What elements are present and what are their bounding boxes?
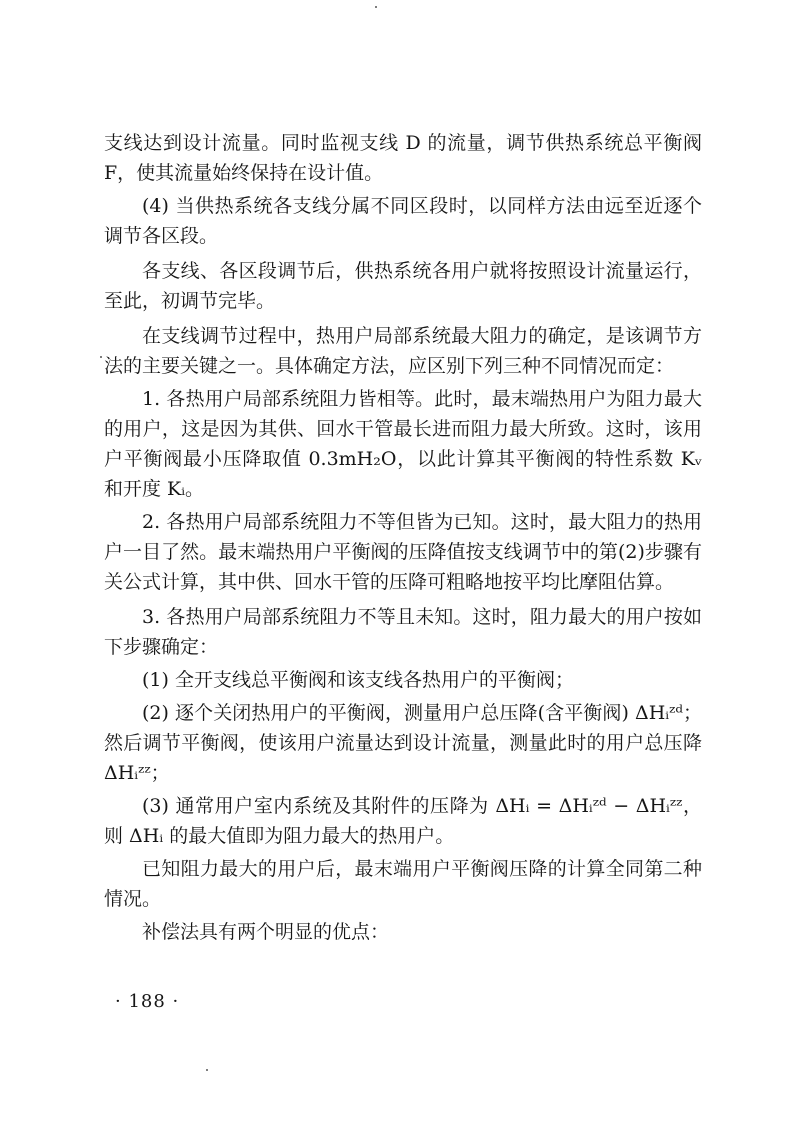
paragraph-case-3-step-1: (1) 全开支线总平衡阀和该支线各热用户的平衡阀； (142, 669, 574, 691)
paragraph-same-as-case-2: 已知阻力最大的用户后，最末端用户平衡阀压降的计算全同第二种情况。 (104, 858, 702, 910)
scan-speck-bottom (206, 1069, 208, 1071)
paragraph-case-3-step-2: (2) 逐个关闭热用户的平衡阀，测量用户总压降(含平衡阀) ΔHᵢᶻᵈ；然后调节平衡阀，使该用户流量达到设计流量，测量此时的用户总压降 ΔHᵢᶻᶻ； (104, 702, 702, 784)
scan-speck-top (375, 6, 377, 8)
page-number: · 188 · (115, 991, 180, 1012)
paragraph-case-2: 2. 各热用户局部系统阻力不等但皆为已知。这时，最大阻力的热用户一目了然。最末端热用户平衡阀的压降值按支线调节中的第(2)步骤有关公式计算，其中供、回水干管的压降可粗略地按平均比摩阻估算。 (104, 511, 702, 593)
paragraph-case-1: 1. 各热用户局部系统阻力皆相等。此时，最末端热用户为阻力最大的用户，这是因为其供、回水干管最长进而阻力最大所致。这时，该用户平衡阀最小压降取值 0.3mH₂O，以此计算其平衡阀的特性系数 Kᵥ 和开度 Kᵢ。 (104, 388, 702, 500)
paragraph-max-resistance-intro: 在支线调节过程中，热用户局部系统最大阻力的确定，是该调节方法的主要关键之一。具体确定方法，应区别下列三种不同情况而定： (104, 325, 702, 377)
paragraph-case-3-step-3: (3) 通常用户室内系统及其附件的压降为 ΔHᵢ = ΔHᵢᶻᵈ − ΔHᵢᶻᶻ，则 ΔHᵢ 的最大值即为阻力最大的热用户。 (104, 795, 702, 847)
scan-speck-margin (100, 356, 102, 358)
paragraph-step-4: (4) 当供热系统各支线分属不同区段时，以同样方法由远至近逐个调节各区段。 (104, 195, 702, 247)
paragraph-compensation-advantages: 补偿法具有两个明显的优点： (142, 921, 390, 943)
body-text (104, 128, 702, 950)
paragraph-case-3: 3. 各热用户局部系统阻力不等且未知。这时，阻力最大的用户按如下步骤确定： (104, 606, 702, 658)
paragraph-continuation: 支线达到设计流量。同时监视支线 D 的流量，调节供热系统总平衡阀 F，使其流量始终保持在设计值。 (104, 132, 702, 184)
paragraph-adjustment-complete: 各支线、各区段调节后，供热系统各用户就将按照设计流量运行，至此，初调节完毕。 (104, 260, 702, 312)
